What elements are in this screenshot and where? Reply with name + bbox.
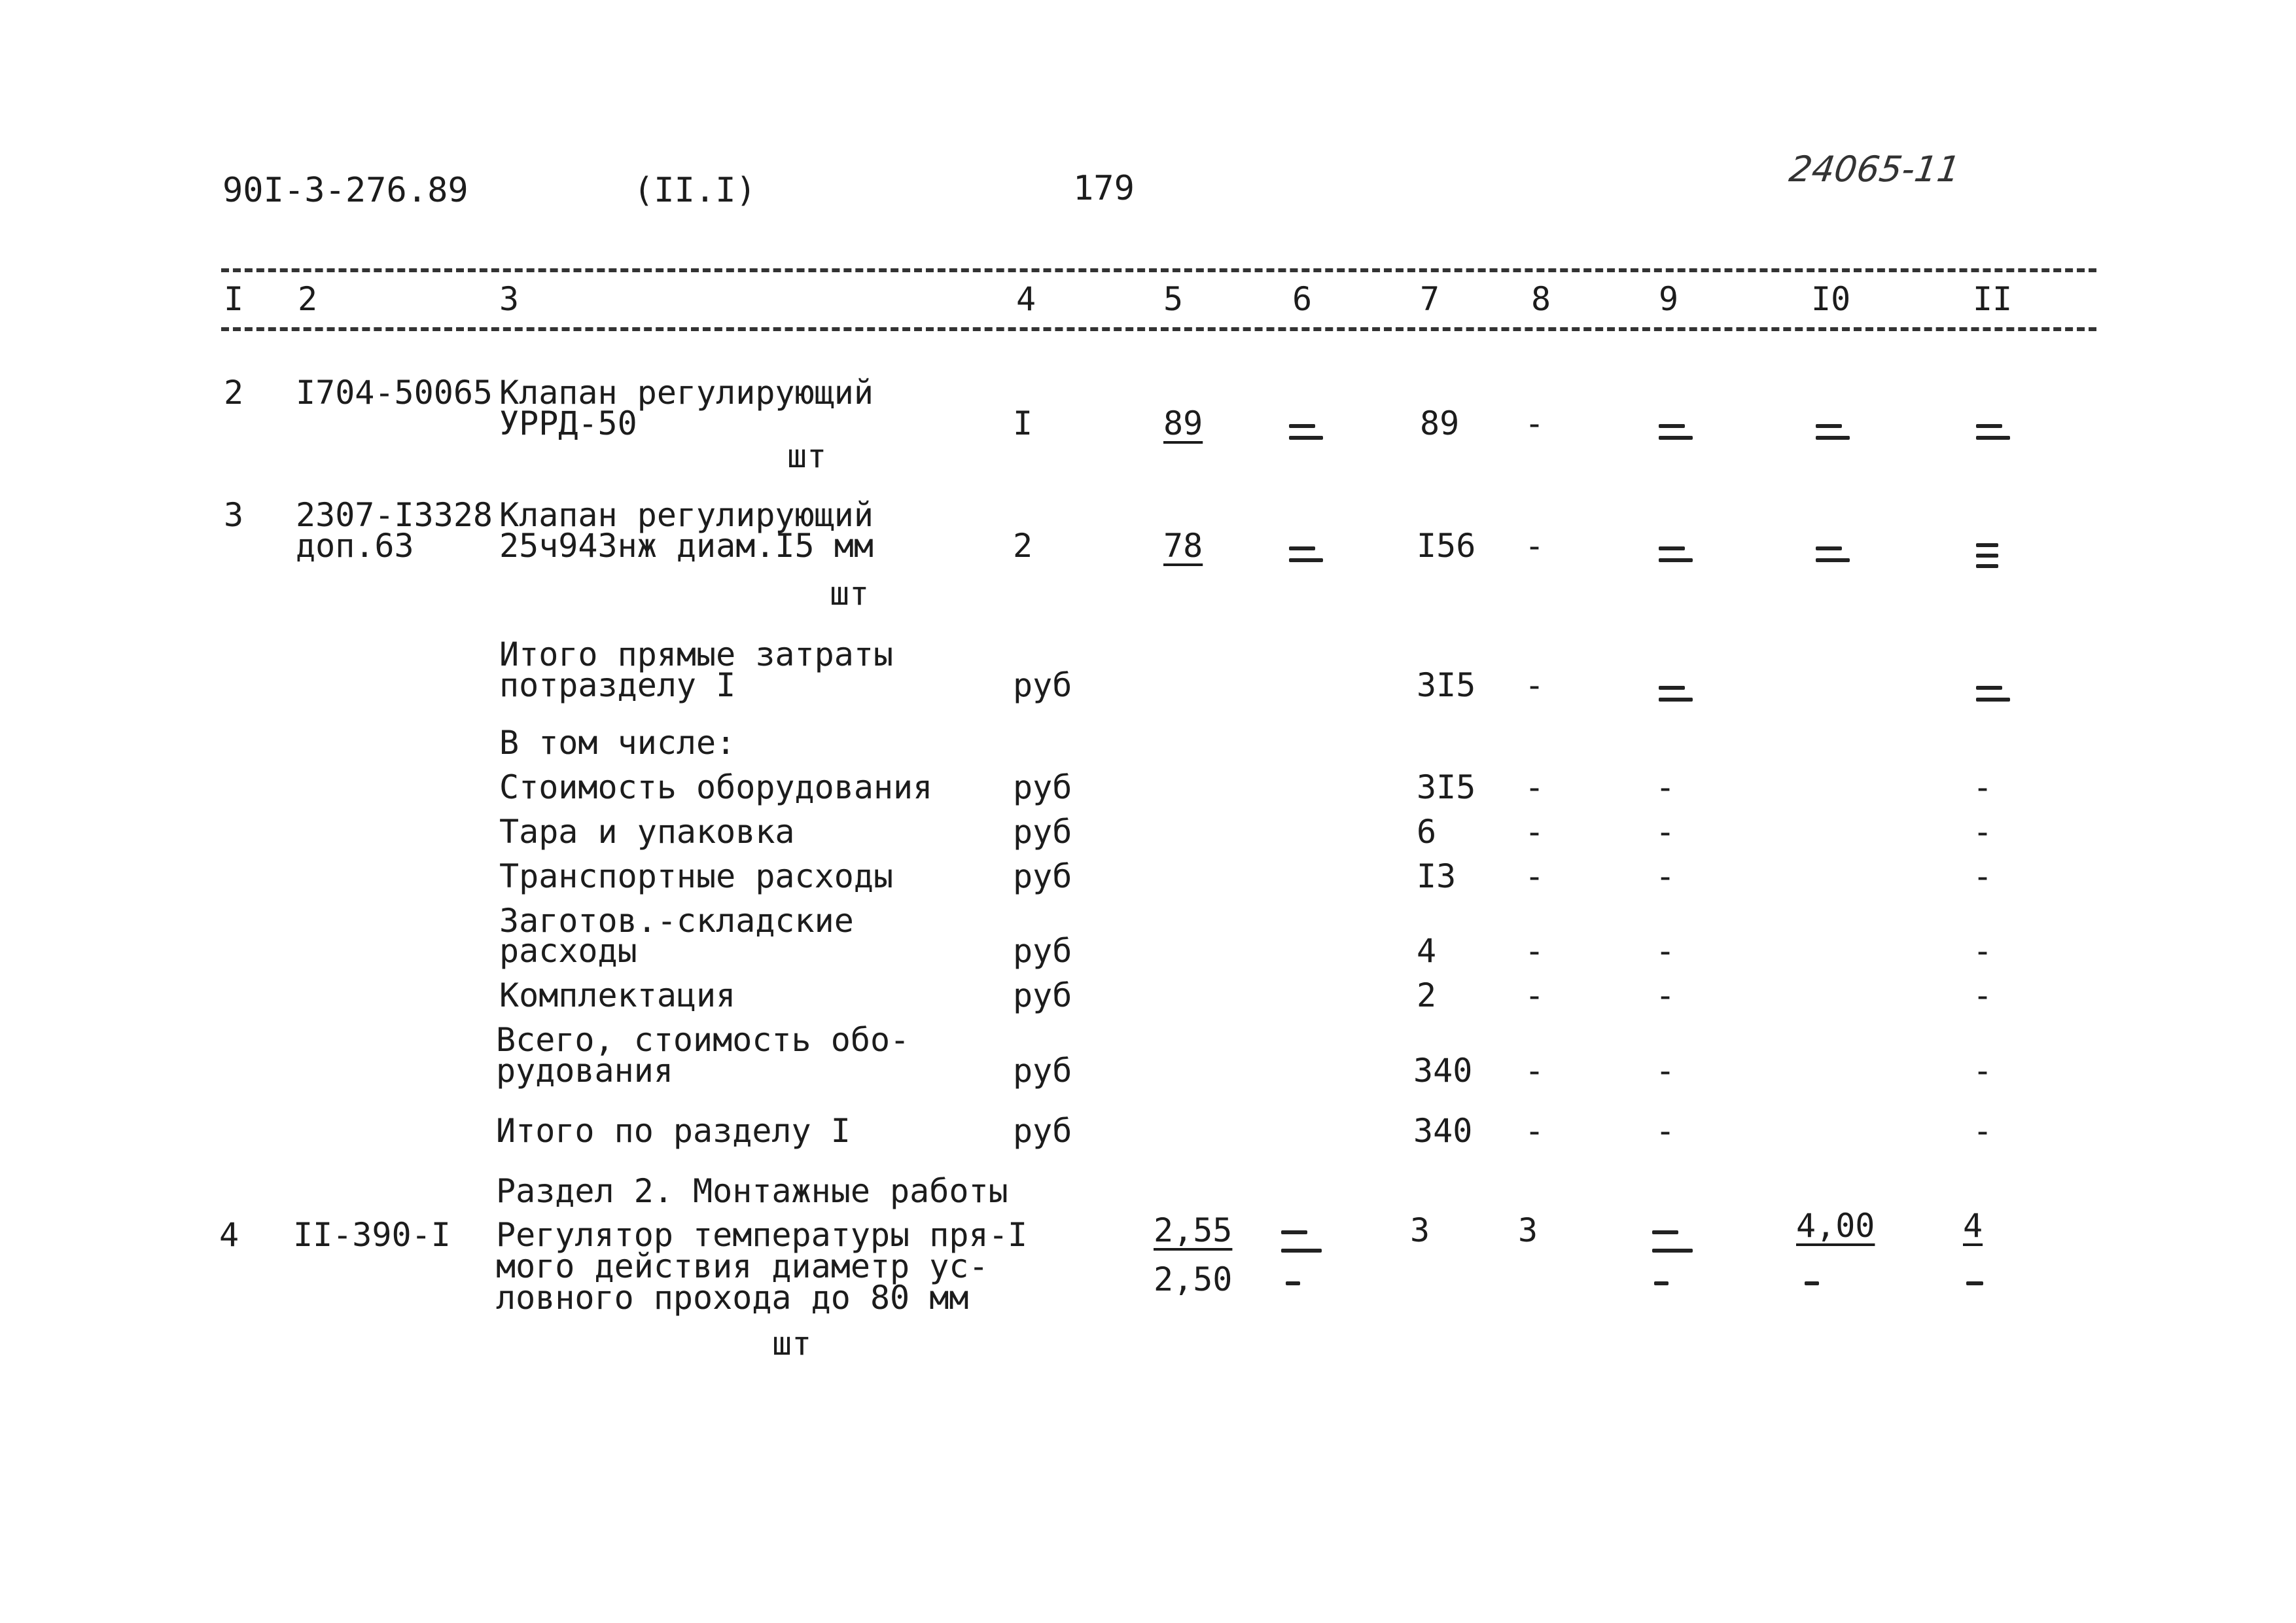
breakdown-unit: руб (1013, 932, 1072, 970)
item-unit-price: 2,55 (1154, 1211, 1233, 1249)
item-quantity: I (1008, 1216, 1028, 1254)
fraction-dash (1816, 546, 1842, 550)
fraction-dash (1652, 1249, 1693, 1253)
fraction-dash (1659, 546, 1685, 550)
section-heading: Раздел 2. Монтажные работы (496, 1172, 1008, 1210)
breakdown-unit: руб (1013, 813, 1072, 851)
breakdown-label: Всего, стоимость обо- (496, 1021, 910, 1059)
item-quantity: 2 (1013, 527, 1033, 565)
dash-cell: - (1655, 932, 1676, 970)
dash-cell: - (1525, 976, 1545, 1014)
fraction-dash (1289, 558, 1323, 562)
breakdown-value: 2 (1417, 976, 1437, 1014)
fraction-dash (1659, 686, 1685, 690)
row-number: 4 (219, 1216, 239, 1254)
item-name-line: УРРД-50 (499, 404, 637, 442)
fraction-dash (1805, 1281, 1819, 1285)
column-header: 9 (1659, 280, 1679, 318)
subtotal-value: 3I5 (1417, 666, 1476, 704)
fraction-dash (1289, 546, 1315, 550)
breakdown-value: 340 (1413, 1052, 1473, 1090)
item-code-note: доп.63 (296, 527, 414, 565)
fraction-dash (1816, 558, 1850, 562)
column-header: 4 (1016, 280, 1036, 318)
section-total-label: Итого по разделу I (496, 1112, 851, 1150)
fraction-dash (1659, 436, 1693, 440)
dash-cell: - (1525, 527, 1545, 565)
fraction-dash (1652, 1230, 1678, 1234)
item-total: 3 (1410, 1211, 1430, 1249)
item-unit-price-secondary: 2,50 (1154, 1260, 1233, 1298)
column-header: 3 (499, 280, 520, 318)
row-number: 2 (224, 374, 244, 412)
item-quantity: I (1013, 404, 1033, 442)
item-name-line: Клапан регулирующий (499, 496, 874, 534)
breakdown-label: Комплектация (499, 976, 736, 1014)
column-header: I (224, 280, 244, 318)
item-code: 2307-I3328 (296, 496, 493, 534)
including-label: В том числе: (499, 724, 736, 762)
fraction-dash (1281, 1230, 1307, 1234)
item-name-line: ловного прохода до 80 мм (496, 1279, 969, 1317)
dash-cell: - (1655, 1112, 1676, 1150)
breakdown-label: Заготов.-складские (499, 902, 854, 940)
fraction-dash (1976, 554, 1998, 558)
item-column-8: 3 (1518, 1211, 1538, 1249)
column-header: II (1973, 280, 2013, 318)
fraction-dash (1976, 698, 2010, 702)
fraction-dash (1659, 558, 1693, 562)
breakdown-label: Тара и упаковка (499, 813, 795, 851)
item-column-10: 4,00 (1796, 1207, 1875, 1245)
breakdown-value: 3I5 (1417, 768, 1476, 806)
row-number: 3 (224, 496, 244, 534)
fraction-dash (1286, 1281, 1300, 1285)
dash-cell: - (1525, 932, 1545, 970)
subtotal-unit: руб (1013, 666, 1072, 704)
item-total: 89 (1420, 404, 1460, 442)
breakdown-value: 6 (1417, 813, 1437, 851)
fraction-dash (1976, 436, 2010, 440)
dash-cell: - (1525, 813, 1545, 851)
item-unit: шт (787, 437, 827, 475)
item-name-line: мого действия диаметр ус- (496, 1247, 989, 1285)
item-code: I704-50065 (296, 374, 493, 412)
dash-cell: - (1525, 404, 1545, 442)
dash-cell: - (1525, 1112, 1545, 1150)
breakdown-label: расходы (499, 932, 637, 970)
handwritten-reference: 24065-11 (1786, 149, 1963, 190)
page-number: 179 (1073, 169, 1135, 208)
subtotal-label: потразделу I (499, 666, 736, 704)
item-unit: шт (772, 1325, 812, 1363)
dash-cell: - (1655, 1052, 1676, 1090)
breakdown-unit: руб (1013, 1112, 1072, 1150)
column-header: 6 (1292, 280, 1313, 318)
header-bottom-rule (221, 327, 2096, 331)
dash-cell: - (1973, 857, 1993, 895)
dash-cell: - (1973, 1052, 1993, 1090)
fraction-dash (1976, 424, 2002, 428)
section-total-value: 340 (1413, 1112, 1473, 1150)
item-unit-price: 78 (1163, 527, 1203, 565)
fraction-dash (1289, 424, 1315, 428)
section-reference: (II.I) (633, 171, 756, 210)
breakdown-unit: руб (1013, 976, 1072, 1014)
fraction-dash (1976, 686, 2002, 690)
fraction-dash (1816, 436, 1850, 440)
dash-cell: - (1655, 976, 1676, 1014)
item-unit-price: 89 (1163, 404, 1203, 442)
breakdown-label: рудования (496, 1052, 673, 1090)
column-header: 8 (1531, 280, 1551, 318)
item-code: II-390-I (293, 1216, 451, 1254)
fraction-dash (1976, 543, 1998, 547)
dash-cell: - (1973, 813, 1993, 851)
header-top-rule (221, 268, 2096, 272)
fraction-dash (1659, 698, 1693, 702)
subtotal-label: Итого прямые затраты (499, 635, 894, 673)
dash-cell: - (1525, 1052, 1545, 1090)
dash-cell: - (1973, 768, 1993, 806)
column-header: 7 (1420, 280, 1440, 318)
dash-cell: - (1973, 976, 1993, 1014)
item-total: I56 (1417, 527, 1476, 565)
breakdown-label: Стоимость оборудования (499, 768, 933, 806)
fraction-dash (1289, 436, 1323, 440)
dash-cell: - (1525, 666, 1545, 704)
breakdown-unit: руб (1013, 768, 1072, 806)
fraction-dash (1281, 1249, 1322, 1253)
breakdown-value: I3 (1417, 857, 1457, 895)
item-name-line: Регулятор температуры пря- (496, 1216, 1008, 1254)
breakdown-value: 4 (1417, 932, 1437, 970)
column-header: 5 (1163, 280, 1184, 318)
item-column-11: 4 (1963, 1207, 1983, 1245)
item-name-line: Клапан регулирующий (499, 374, 874, 412)
fraction-dash (1659, 424, 1685, 428)
fraction-dash (1976, 564, 1998, 568)
column-header: 2 (298, 280, 318, 318)
fraction-dash (1816, 424, 1842, 428)
dash-cell: - (1525, 857, 1545, 895)
fraction-dash (1654, 1281, 1669, 1285)
breakdown-label: Транспортные расходы (499, 857, 894, 895)
dash-cell: - (1973, 1112, 1993, 1150)
dash-cell: - (1655, 857, 1676, 895)
dash-cell: - (1973, 932, 1993, 970)
fraction-dash (1966, 1281, 1983, 1285)
document-code: 90I-3-276.89 (222, 171, 468, 210)
item-name-line: 25ч943нж диам.I5 мм (499, 527, 874, 565)
item-unit: шт (830, 575, 870, 613)
breakdown-unit: руб (1013, 857, 1072, 895)
dash-cell: - (1655, 813, 1676, 851)
dash-cell: - (1655, 768, 1676, 806)
breakdown-unit: руб (1013, 1052, 1072, 1090)
column-header: I0 (1811, 280, 1851, 318)
dash-cell: - (1525, 768, 1545, 806)
